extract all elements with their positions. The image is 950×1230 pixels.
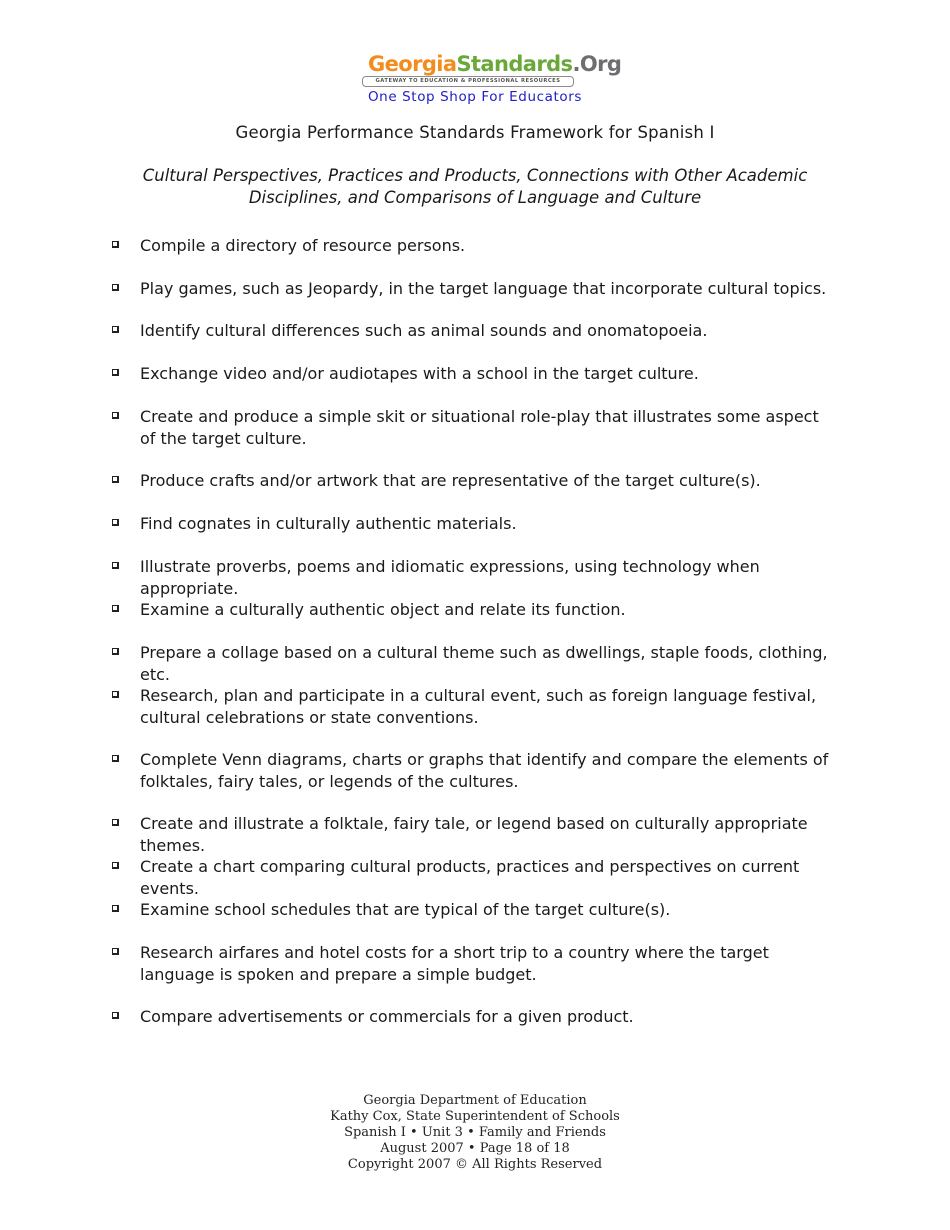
- square-bullet-icon: [112, 412, 119, 419]
- list-item-text: Play games, such as Jeopardy, in the target language that incorporate cultural topics.: [140, 279, 827, 298]
- square-bullet-icon: [112, 605, 119, 612]
- list-item-text: Create and produce a simple skit or situational role-play that illustrates some aspect of the target culture.: [140, 407, 819, 448]
- list-item-text: Prepare a collage based on a cultural theme such as dwellings, staple foods, clothing, etc.: [140, 643, 828, 684]
- list-item-text: Produce crafts and/or artwork that are representative of the target culture(s).: [140, 471, 761, 490]
- logo-word-standards: Standards: [456, 52, 573, 76]
- list-item-text: Illustrate proverbs, poems and idiomatic expressions, using technology when appropriate.: [140, 557, 760, 598]
- footer-department: Georgia Department of Education: [363, 1093, 587, 1108]
- square-bullet-icon: [112, 241, 119, 248]
- logo-subtitle: One Stop Shop For Educators: [367, 89, 583, 105]
- list-item-text: Create a chart comparing cultural products, practices and perspectives on current events.: [140, 857, 800, 898]
- square-bullet-icon: [112, 755, 119, 762]
- footer-page-info: August 2007 • Page 18 of 18: [380, 1141, 570, 1156]
- list-item-text: Research, plan and participate in a cultural event, such as foreign language festival, cultural celebrations or state conventions.: [140, 686, 817, 727]
- list-item-text: Compare advertisements or commercials for a given product.: [140, 1007, 634, 1026]
- list-item-text: Complete Venn diagrams, charts or graphs that identify and compare the elements of folktales, fairy tales, or legends of the cultures.: [140, 750, 829, 791]
- list-item-text: Exchange video and/or audiotapes with a school in the target culture.: [140, 364, 699, 383]
- square-bullet-icon: [112, 284, 119, 291]
- list-item-text: Create and illustrate a folktale, fairy tale, or legend based on culturally appropriate themes.: [140, 814, 808, 855]
- list-item-text: Find cognates in culturally authentic materials.: [140, 514, 517, 533]
- list-item-text: Identify cultural differences such as animal sounds and onomatopoeia.: [140, 321, 708, 340]
- square-bullet-icon: [112, 369, 119, 376]
- logo-tagline: GATEWAY TO EDUCATION & PROFESSIONAL RESOURCES: [362, 76, 574, 87]
- square-bullet-icon: [112, 905, 119, 912]
- page-footer: [0, 1093, 950, 1173]
- page-title: Georgia Performance Standards Framework for Spanish I: [235, 123, 715, 142]
- square-bullet-icon: [112, 948, 119, 955]
- footer-unit: Spanish I • Unit 3 • Family and Friends: [344, 1125, 606, 1140]
- list-item-text: Examine a culturally authentic object and relate its function.: [140, 600, 626, 619]
- square-bullet-icon: [112, 326, 119, 333]
- logo-word-georgia: Georgia: [368, 52, 457, 76]
- square-bullet-icon: [112, 476, 119, 483]
- square-bullet-icon: [112, 648, 119, 655]
- square-bullet-icon: [112, 519, 119, 526]
- footer-copyright: Copyright 2007 © All Rights Reserved: [347, 1157, 603, 1172]
- list-item-text: Examine school schedules that are typical of the target culture(s).: [140, 900, 671, 919]
- georgiastandards-logo[interactable]: [368, 52, 622, 90]
- square-bullet-icon: [112, 691, 119, 698]
- square-bullet-icon: [112, 1012, 119, 1019]
- list-item-text: Compile a directory of resource persons.: [140, 236, 466, 255]
- list-item-text: Research airfares and hotel costs for a short trip to a country where the target language is spoken and prepare a simple budget.: [140, 943, 769, 984]
- footer-superintendent: Kathy Cox, State Superintendent of Schools: [330, 1109, 620, 1124]
- logo-wordmark: [368, 52, 622, 76]
- square-bullet-icon: [112, 819, 119, 826]
- square-bullet-icon: [112, 562, 119, 569]
- square-bullet-icon: [112, 862, 119, 869]
- logo-word-org: .Org: [572, 52, 622, 76]
- page-subtitle: Cultural Perspectives, Practices and Products, Connections with Other Academic Disciplines, and Comparisons of Language and Culture: [142, 166, 808, 207]
